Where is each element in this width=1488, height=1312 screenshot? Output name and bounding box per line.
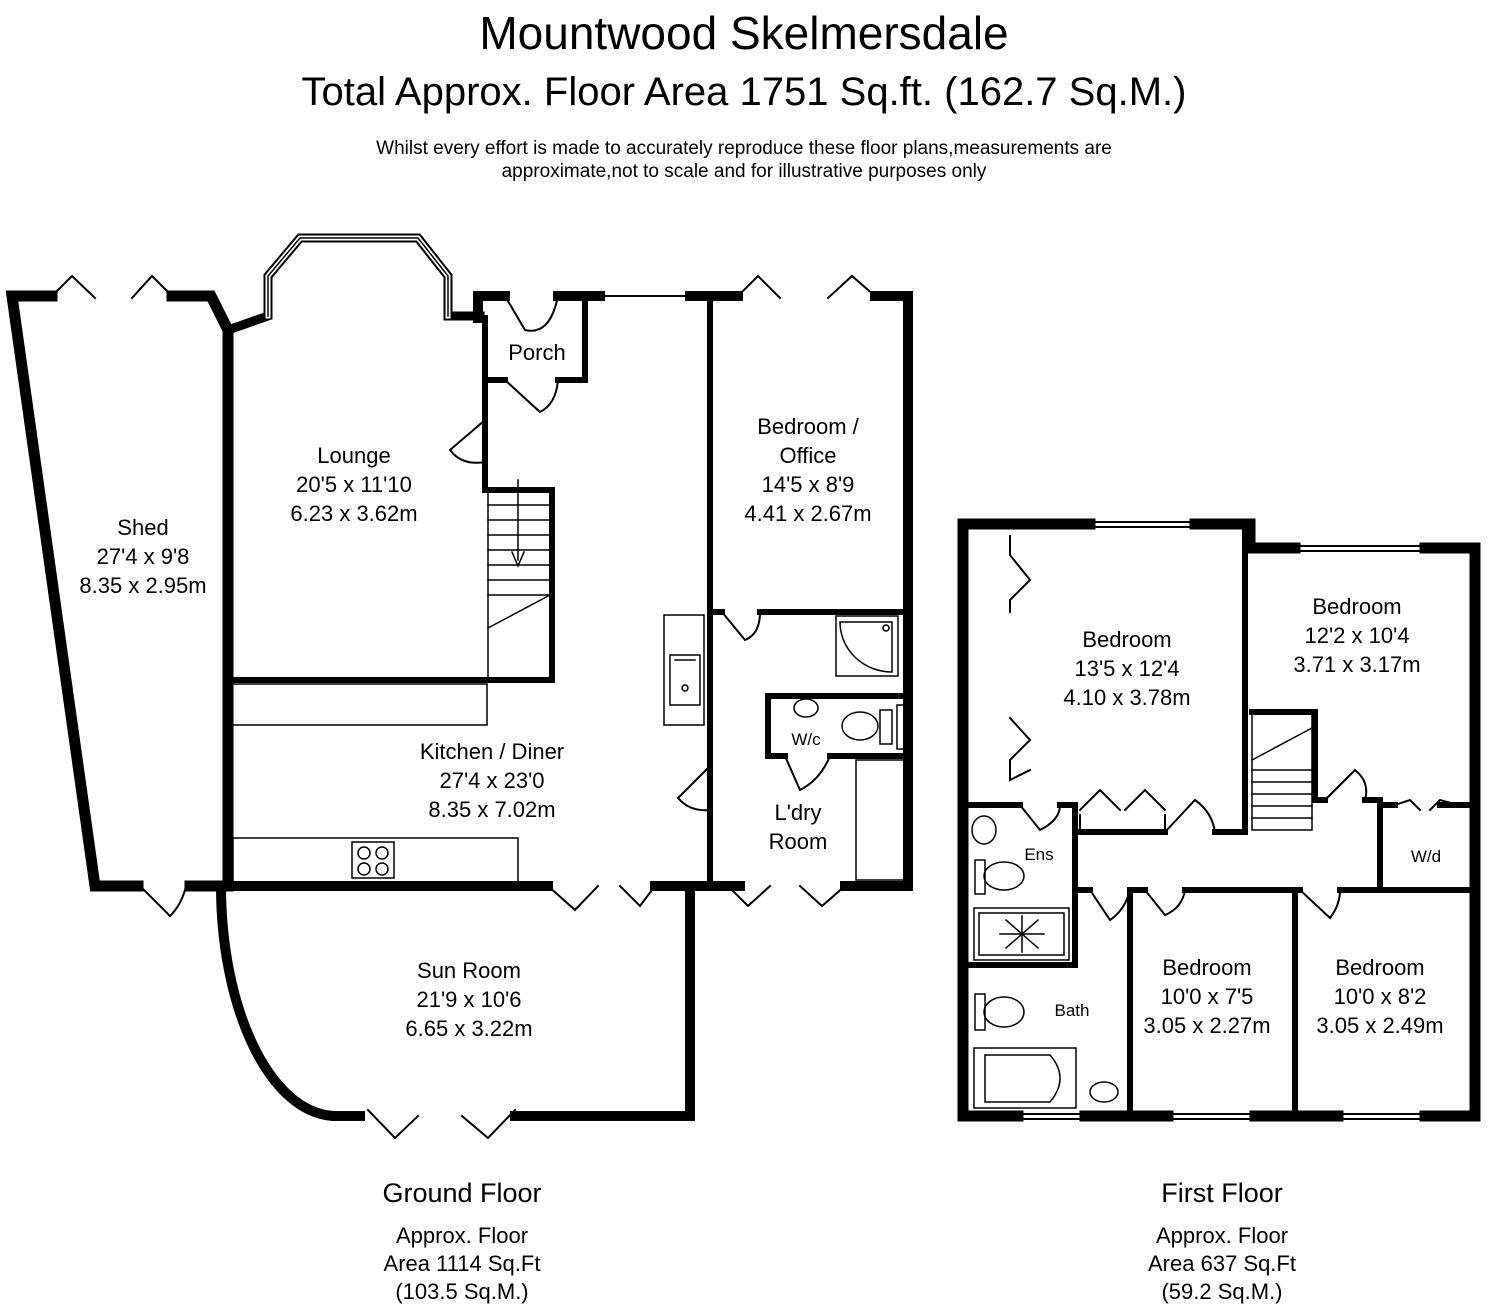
shed-metric: 8.35 x 2.95m — [79, 573, 207, 598]
ensuite-label: Ens — [1024, 845, 1054, 864]
sun-room-imperial: 21'9 x 10'6 — [416, 987, 522, 1012]
bedroom-2-metric: 3.71 x 3.17m — [1293, 652, 1421, 677]
sun-room-label: Sun Room — [417, 958, 521, 983]
lounge-label: Lounge — [317, 443, 391, 468]
laundry-label-line1: L'dry — [774, 800, 822, 825]
sun-room-metric: 6.65 x 3.22m — [405, 1016, 533, 1041]
shed-label: Shed — [117, 515, 169, 540]
lounge-bay-window — [228, 238, 480, 330]
total-area-subtitle: Total Approx. Floor Area 1751 Sq.ft. (162.7 Sq.M.) — [301, 70, 1187, 114]
bedroom-3-label: Bedroom — [1162, 955, 1252, 980]
bedroom-4-metric: 3.05 x 2.49m — [1316, 1013, 1444, 1038]
first-floor-caption: First Floor — [1161, 1178, 1283, 1208]
first-floor-area-line1: Approx. Floor — [1155, 1223, 1289, 1248]
first-staircase — [1252, 712, 1312, 830]
ground-floor-labels — [79, 340, 871, 1041]
ground-floor-area-line2: Area 1114 Sq.Ft — [383, 1251, 541, 1276]
kitchen-imperial: 27'4 x 23'0 — [439, 768, 545, 793]
ground-floor-area-line1: Approx. Floor — [395, 1223, 529, 1248]
lounge-metric: 6.23 x 3.62m — [290, 501, 418, 526]
bedroom-4-imperial: 10'0 x 8'2 — [1333, 984, 1427, 1009]
ground-internal-walls — [228, 296, 908, 886]
disclaimer-line-1: Whilst every effort is made to accurately reproduce these floor plans,measurements are — [376, 138, 1112, 159]
floor-captions — [382, 1178, 1296, 1304]
first-floor-area-line2: Area 637 Sq.Ft — [1148, 1251, 1296, 1276]
ground-floor-caption: Ground Floor — [382, 1178, 542, 1208]
porch-label: Porch — [508, 340, 566, 365]
bedroom-1-metric: 4.10 x 3.78m — [1063, 685, 1191, 710]
kitchen-metric: 8.35 x 7.02m — [428, 797, 556, 822]
shed-imperial: 27'4 x 9'8 — [96, 544, 190, 569]
plan-title: Mountwood Skelmersdale — [479, 7, 1009, 59]
bedroom-2-label: Bedroom — [1312, 594, 1402, 619]
bedroom-1-label: Bedroom — [1082, 627, 1172, 652]
bedroom-1-imperial: 13'5 x 12'4 — [1074, 656, 1180, 681]
bedroom-office-label-line2: Office — [779, 443, 837, 468]
ground-staircase — [488, 480, 550, 678]
bedroom-office-metric: 4.41 x 2.67m — [744, 501, 872, 526]
wc-label: W/c — [791, 730, 821, 749]
first-floor-area-line3: (59.2 Sq.M.) — [1161, 1279, 1283, 1304]
bedroom-3-metric: 3.05 x 2.27m — [1143, 1013, 1271, 1038]
ground-floor-area-line3: (103.5 Sq.M.) — [395, 1279, 529, 1304]
lounge-imperial: 20'5 x 11'10 — [296, 472, 412, 497]
bedroom-office-label-line1: Bedroom / — [757, 414, 859, 439]
laundry-label-line2: Room — [768, 829, 828, 854]
disclaimer-line-2: approximate,not to scale and for illustrative purposes only — [501, 161, 987, 182]
bedroom-office-imperial: 14'5 x 8'9 — [761, 472, 855, 497]
bathroom-label: Bath — [1054, 1001, 1090, 1020]
kitchen-label: Kitchen / Diner — [419, 739, 565, 764]
bedroom-2-imperial: 12'2 x 10'4 — [1304, 623, 1410, 648]
bedroom-3-imperial: 10'0 x 7'5 — [1160, 984, 1254, 1009]
bedroom-4-label: Bedroom — [1335, 955, 1425, 980]
wardrobe-label: W/d — [1410, 847, 1442, 866]
